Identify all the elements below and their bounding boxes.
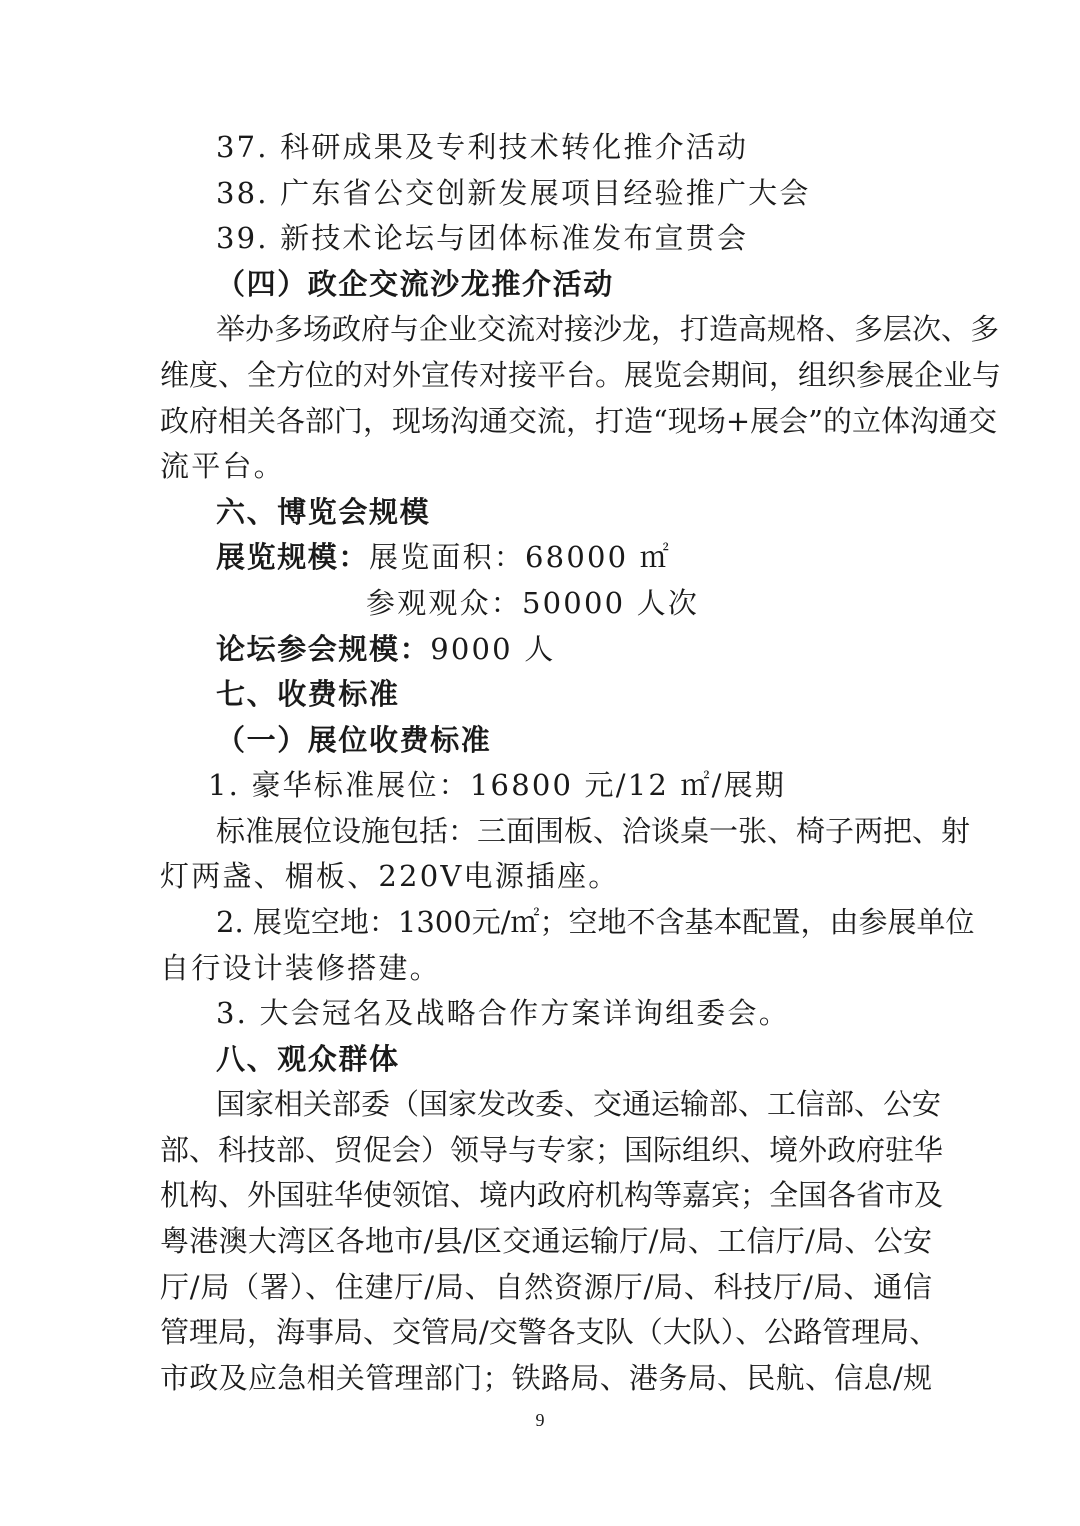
visitors-value: 参观观众：50000 人次 [366, 586, 700, 620]
forum-scale-label: 论坛参会规模： [216, 632, 431, 666]
forum-scale-value: 9000 人 [430, 632, 556, 666]
fee-item-2-line-1: 2. 展览空地：1300元/㎡；空地不含基本配置，由参展单位 [216, 905, 975, 939]
audience-para-line-7: 市政及应急相关管理部门；铁路局、港务局、民航、信息/规 [160, 1361, 932, 1395]
audience-para-line-6: 管理局，海事局、交管局/交警各支队（大队）、公路管理局、 [160, 1315, 939, 1349]
fee-item-1-detail-line-1: 标准展位设施包括：三面围板、洽谈桌一张、椅子两把、射 [216, 814, 971, 848]
audience-para-line-5: 厅/局（署）、住建厅/局、自然资源厅/局、科技厅/局、通信 [160, 1270, 932, 1304]
list-item-38: 38. 广东省公交创新发展项目经验推广大会 [216, 176, 811, 210]
salon-para-line-3: 政府相关各部门，现场沟通交流，打造“现场+展会”的立体沟通交 [160, 404, 997, 438]
audience-para-line-1: 国家相关部委（国家发改委、交通运输部、工信部、公安 [216, 1087, 942, 1121]
salon-para-line-4: 流平台。 [160, 449, 285, 483]
exhibit-area-value: 展览面积：68000 ㎡ [369, 540, 671, 574]
audience-para-line-2: 部、科技部、贸促会）领导与专家；国际组织、境外政府驻华 [160, 1133, 944, 1167]
audience-para-line-3: 机构、外国驻华使领馆、境内政府机构等嘉宾；全国各省市及 [160, 1178, 944, 1212]
exhibit-scale-row [216, 534, 996, 580]
salon-heading: （四）政企交流沙龙推介活动 [216, 267, 614, 301]
fee-item-2-line-2: 自行设计装修搭建。 [160, 951, 441, 985]
audience-para-line-4: 粤港澳大湾区各地市/县/区交通运输厅/局、工信厅/局、公安 [160, 1224, 932, 1258]
fee-item-1: 1. 豪华标准展位：16800 元/12 ㎡/展期 [208, 768, 787, 802]
salon-para-line-2: 维度、全方位的对外宣传对接平台。展览会期间，组织参展企业与 [160, 358, 1002, 392]
audience-heading: 八、观众群体 [216, 1042, 400, 1076]
list-item-37: 37. 科研成果及专利技术转化推介活动 [216, 130, 749, 164]
exhibit-scale-label: 展览规模： [216, 540, 370, 574]
page-number: 9 [535, 1410, 545, 1430]
salon-para-line-1: 举办多场政府与企业交流对接沙龙，打造高规格、多层次、多 [216, 312, 1000, 346]
scale-heading: 六、博览会规模 [216, 495, 431, 529]
fee-item-3: 3. 大会冠名及战略合作方案详询组委会。 [216, 996, 790, 1030]
fees-heading: 七、收费标准 [216, 677, 400, 711]
fee-item-1-detail-line-2: 灯两盏、楣板、220V电源插座。 [160, 859, 620, 893]
fees-subheading: （一）展位收费标准 [216, 723, 492, 757]
list-item-39: 39. 新技术论坛与团体标准发布宣贯会 [216, 221, 749, 255]
forum-scale-row [216, 626, 996, 672]
